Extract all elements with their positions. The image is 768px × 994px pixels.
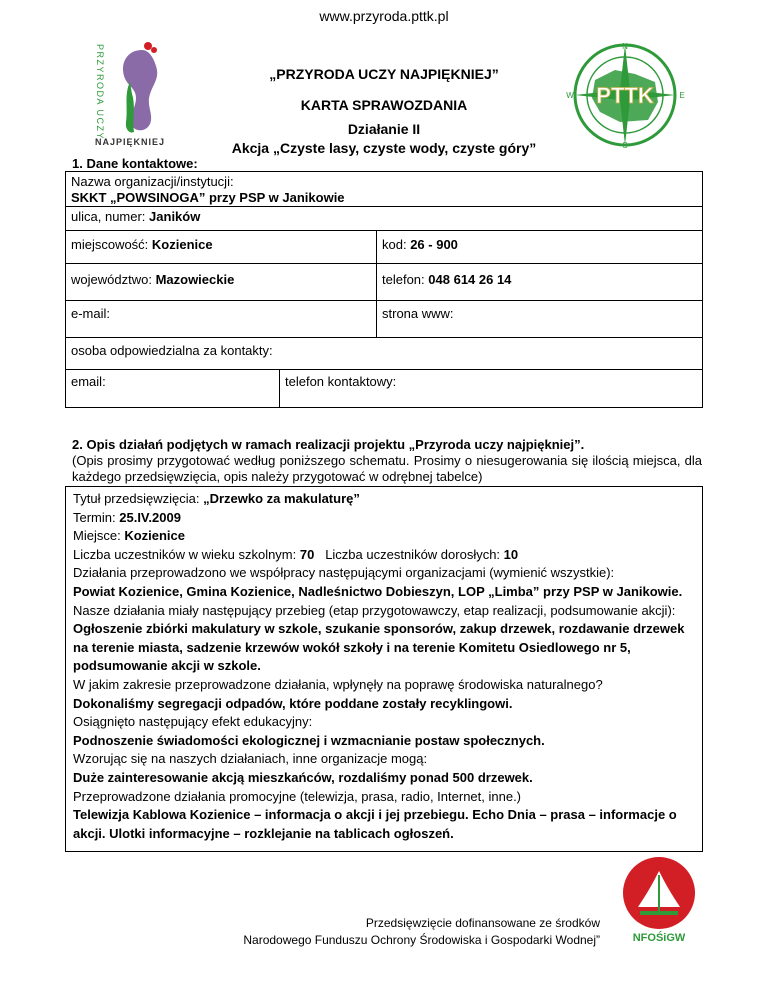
section1-title: 1. Dane kontaktowe: [72, 156, 198, 171]
logo-vertical-text: PRZYRODA UCZY [95, 44, 105, 141]
pttk-compass-icon [560, 40, 690, 150]
nfosigw-logo-icon [618, 855, 700, 947]
section2-title: 2. Opis działań podjętych w ramach realizacji projektu „Przyroda uczy najpiękniej”. [72, 437, 585, 452]
contact-phone-label: telefon kontaktowy: [285, 374, 397, 389]
street-field [71, 209, 200, 224]
model-value: Duże zainteresowanie akcją mieszkańców, rozdaliśmy ponad 500 drzewek. [73, 769, 533, 785]
edu-label: Osiągnięto następujący efekt edukacyjny: [73, 714, 313, 730]
edu-value: Podnoszenie świadomości ekologicznej i wzmacnianie postaw społecznych. [73, 732, 545, 748]
street-label: ulica, numer: [71, 209, 146, 224]
phone-value: 048 614 26 14 [428, 272, 512, 287]
action-number: Działanie II [347, 121, 421, 137]
svg-text:W: W [566, 91, 574, 100]
page-title: „PRZYRODA UCZY NAJPIĘKNIEJ” [269, 66, 499, 82]
www-label: strona www: [382, 306, 454, 321]
activity-title-row: Tytuł przedsięwzięcia: „Drzewko za makulaturę” [73, 491, 360, 506]
nfosigw-text: NFOŚiGW [632, 932, 686, 944]
contact-email-label: email: [71, 374, 106, 389]
voivodeship-value: Mazowieckie [155, 272, 235, 287]
city-label: miejscowość: [71, 237, 149, 252]
site-url[interactable]: www.przyroda.pttk.pl [319, 8, 449, 24]
funding-note [200, 915, 600, 949]
section2-header [72, 437, 702, 485]
report-card-title: KARTA SPRAWOZDANIA [300, 97, 468, 113]
model-label: Wzorując się na naszych działaniach, inne organizacje mogą: [73, 751, 428, 767]
funding-line-2: Narodowego Funduszu Ochrony Środowiska i Gospodarki Wodnej” [243, 933, 600, 947]
section2-note: (Opis prosimy przygotować według poniższego schematu. Prosimy o niesugerowania się ilością miejsca, dla każdego przedsięwzięcia, opis należy przygotować w odrębnej tabelce) [72, 453, 702, 484]
impact-label: W jakim zakresie przeprowadzone działania, wpłynęły na poprawę środowiska naturalnego? [73, 676, 603, 692]
nfosigw-logo [618, 855, 700, 947]
activity-date-row: Termin: 25.IV.2009 [73, 509, 181, 525]
code-value: 26 - 900 [410, 237, 458, 252]
pttk-logo [560, 40, 690, 150]
org-value: SKKT „POWSINOGA” przy PSP w Janikowie [71, 190, 345, 205]
street-value: Janików [149, 209, 201, 224]
activity-date-value: 25.IV.2009 [119, 509, 181, 525]
logo-bottom-text: NAJPIĘKNIEJ [94, 137, 166, 147]
org-label: Nazwa organizacji/instytucji: [71, 174, 234, 189]
participants-row: Liczba uczestników w wieku szkolnym: 70 Liczba uczestników dorosłych: 10 [73, 546, 519, 562]
svg-text:N: N [622, 42, 628, 51]
impact-value: Dokonaliśmy segregacji odpadów, które poddane zostały recyklingowi. [73, 695, 513, 711]
code-field [382, 237, 458, 252]
phone-field [382, 272, 511, 287]
cooperation-value: Powiat Kozienice, Gmina Kozienice, Nadleśnictwo Dobieszyn, LOP „Limba” przy PSP w Janikowie. [73, 583, 683, 599]
contact-table [65, 171, 703, 408]
city-value: Kozienice [151, 237, 213, 252]
course-label: Nasze działania miały następujący przebieg (etap przygotowawczy, etap realizacji, podsumowanie akcji): [73, 602, 676, 618]
przyroda-logo-icon [80, 32, 180, 150]
code-label: kod: [382, 237, 407, 252]
phone-label: telefon: [382, 272, 425, 287]
promo-value: Telewizja Kablowa Kozienice – informacja o akcji i jej przebiegu. Echo Dnia – prasa – informacje o akcji. Ulotki informacyjne – rozklejanie na tablicach ogłoszeń. [73, 807, 677, 841]
course-value: Ogłoszenie zbiórki makulatury w szkole, szukanie sponsorów, zakup drzewek, rozdawanie drzewek na terenie miasta, sadzenie krzewów wokół szkoły i na terenie Komitetu Osiedlowego nr 5, podsumowanie akcji w szkole. [73, 621, 685, 674]
activity-title-value: „Drzewko za makulaturę” [203, 491, 360, 506]
activity-box [65, 486, 703, 852]
action-name: Akcja „Czyste lasy, czyste wody, czyste góry” [231, 140, 537, 156]
email-label: e-mail: [71, 306, 111, 321]
pttk-text: PTTK [596, 83, 654, 108]
contact-person-label: osoba odpowiedzialna za kontakty: [71, 343, 273, 358]
svg-text:S: S [622, 141, 628, 150]
voivodeship-label: województwo: [71, 272, 152, 287]
funding-line-1: Przedsięwzięcie dofinansowane ze środków [365, 916, 600, 930]
cooperation-label: Działania przeprowadzono we współpracy następującymi organizacjami (wymienić wszystkie): [73, 565, 615, 581]
svg-text:E: E [679, 91, 685, 100]
activity-place-value: Kozienice [124, 528, 185, 544]
city-field [71, 237, 213, 252]
promo-label: Przeprowadzone działania promocyjne (telewizja, prasa, radio, Internet, inne.) [73, 788, 522, 804]
przyroda-logo [80, 32, 180, 150]
voivodeship-field [71, 272, 234, 287]
activity-place-row: Miejsce: Kozienice [73, 528, 185, 544]
